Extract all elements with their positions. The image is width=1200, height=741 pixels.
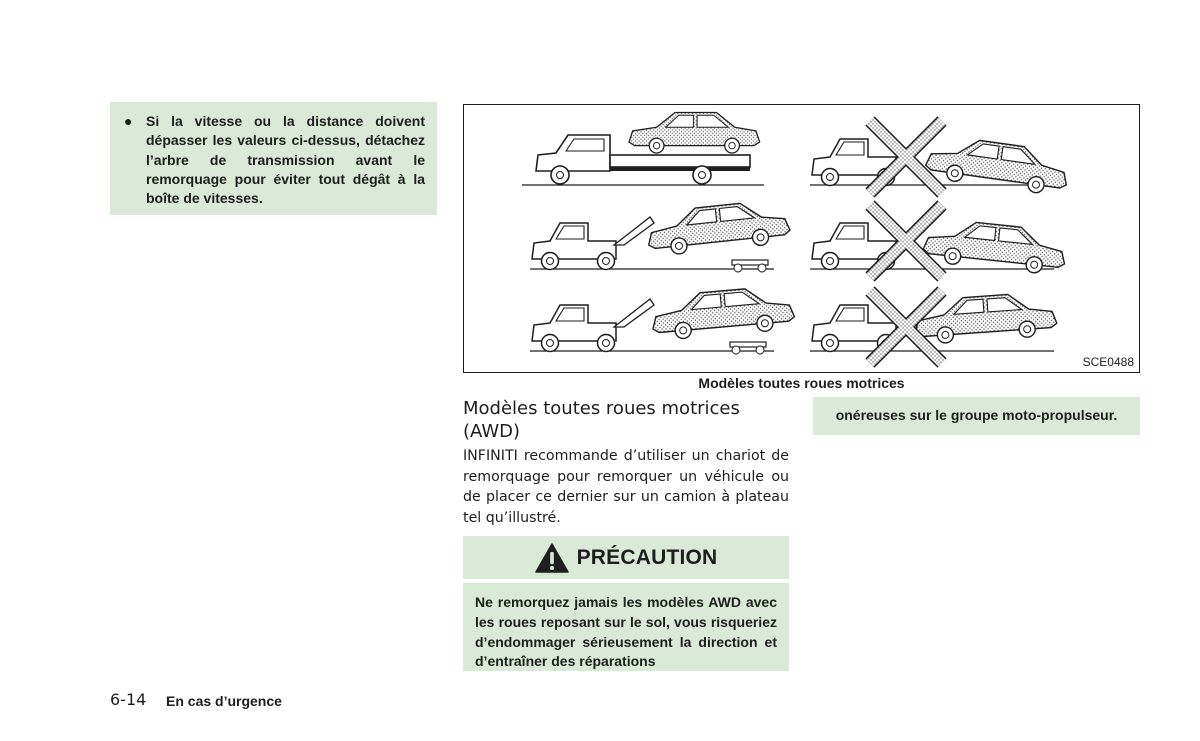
caution-title: PRÉCAUTION xyxy=(576,545,718,569)
towing-methods-drawing xyxy=(464,105,1138,371)
prohibited-wheel-lift-panel-2 xyxy=(810,205,1068,277)
footer-section-name: En cas d’urgence xyxy=(166,693,282,709)
prohibited-wheel-lift-panel-1 xyxy=(810,121,1071,197)
caution-header xyxy=(463,536,789,579)
section-body: INFINITI recommande d’utiliser un chariot de remorquage pour remorquer un véhicule ou de placer ce dernier sur un camion à plateau tel qu’illustré. xyxy=(463,448,789,526)
bullet-icon: ● xyxy=(124,113,133,129)
caution-continued: onéreuses sur le groupe moto-propulseur. xyxy=(813,397,1140,435)
speed-distance-note xyxy=(110,102,437,215)
page-number: 6-14 xyxy=(110,690,147,709)
warning-triangle-icon xyxy=(535,543,569,573)
figure-code: SCE0488 xyxy=(1082,355,1134,369)
tow-dolly-rear-panel xyxy=(530,285,795,354)
tow-dolly-front-panel xyxy=(530,198,791,272)
section-title: Modèles toutes roues motrices (AWD) xyxy=(463,398,740,442)
figure-caption: Modèles toutes roues motrices xyxy=(698,375,905,391)
caution-body: Ne remorquez jamais les modèles AWD avec les roues reposant sur le sol, vous risqueriez d’endommager sérieusement la direction et d’entraîner des réparations xyxy=(463,583,789,671)
flatbed-truck-panel xyxy=(522,113,764,185)
prohibited-wheel-lift-panel-3 xyxy=(810,291,1058,363)
speed-distance-note-text: Si la vitesse ou la distance doivent dépasser les valeurs ci-dessus, détachez l’arbre de transmission avant le remorquage pour éviter tout dégât à la boîte de vitesses. xyxy=(146,113,425,207)
towing-illustration xyxy=(463,104,1140,373)
